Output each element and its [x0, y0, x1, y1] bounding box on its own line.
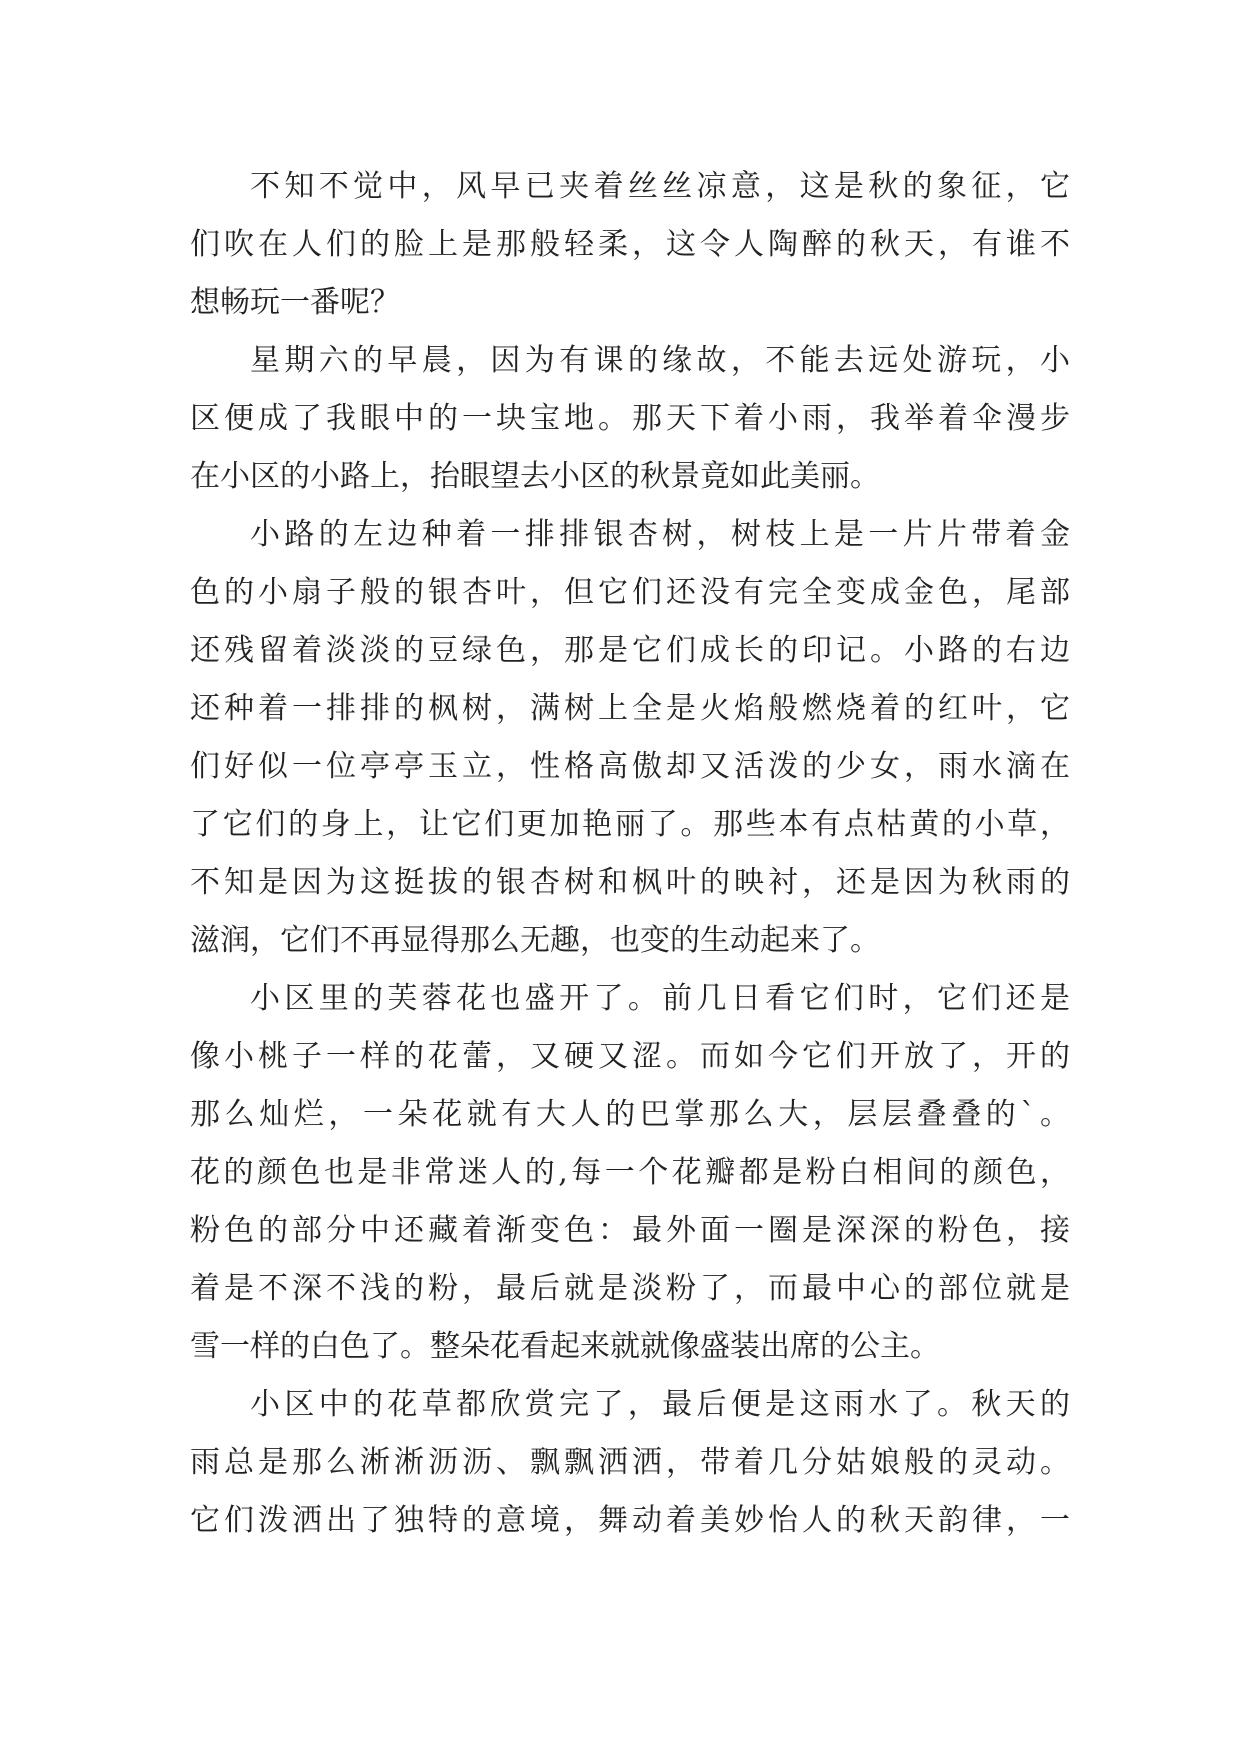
text-line: 雪一样的白色了。整朵花看起来就就像盛装出席的公主。 [190, 1329, 940, 1364]
text-line: 还种着一排排的枫树，满树上全是火焰般燃烧着的红叶，它 [190, 691, 1070, 726]
paragraph-1 [190, 158, 1070, 332]
paragraph-4 [190, 970, 1070, 1376]
text-line: 粉色的部分中还藏着渐变色：最外面一圈是深深的粉色，接 [190, 1213, 1070, 1248]
paragraph-2 [190, 332, 1070, 506]
paragraph-5 [190, 1376, 1070, 1550]
text-line: 在小区的小路上，抬眼望去小区的秋景竟如此美丽。 [190, 459, 880, 494]
text-line: 滋润，它们不再显得那么无趣，也变的生动起来了。 [190, 923, 880, 958]
text-line: 了它们的身上，让它们更加艳丽了。那些本有点枯黄的小草， [190, 807, 1070, 842]
text-line: 还残留着淡淡的豆绿色，那是它们成长的印记。小路的右边 [190, 633, 1070, 668]
text-line: 们吹在人们的脸上是那般轻柔，这令人陶醉的秋天，有谁不 [190, 227, 1070, 262]
text-line: 不知是因为这挺拔的银杏树和枫叶的映衬，还是因为秋雨的 [190, 865, 1070, 900]
text-line: 着是不深不浅的粉，最后就是淡粉了，而最中心的部位就是 [190, 1271, 1070, 1306]
text-line: 小路的左边种着一排排银杏树，树枝上是一片片带着金 [250, 517, 1070, 552]
text-line: 它们泼洒出了独特的意境，舞动着美妙怡人的秋天韵律，一 [190, 1503, 1070, 1538]
text-line: 小区里的芙蓉花也盛开了。前几日看它们时，它们还是 [250, 981, 1070, 1016]
text-line: 想畅玩一番呢？ [190, 285, 400, 320]
text-line: 小区中的花草都欣赏完了，最后便是这雨水了。秋天的 [250, 1387, 1070, 1422]
text-line: 花的颜色也是非常迷人的,每一个花瓣都是粉白相间的颜色， [190, 1155, 1070, 1190]
text-line: 色的小扇子般的银杏叶，但它们还没有完全变成金色，尾部 [190, 575, 1070, 610]
essay-body [190, 158, 1070, 1550]
text-line: 那么灿烂，一朵花就有大人的巴掌那么大，层层叠叠的`。 [190, 1097, 1070, 1132]
text-line: 星期六的早晨，因为有课的缘故，不能去远处游玩，小 [250, 343, 1070, 378]
text-line: 区便成了我眼中的一块宝地。那天下着小雨，我举着伞漫步 [190, 401, 1070, 436]
text-line: 雨总是那么淅淅沥沥、飘飘洒洒，带着几分姑娘般的灵动。 [190, 1445, 1070, 1480]
text-line: 们好似一位亭亭玉立，性格高傲却又活泼的少女，雨水滴在 [190, 749, 1070, 784]
text-line: 像小桃子一样的花蕾，又硬又涩。而如今它们开放了，开的 [190, 1039, 1070, 1074]
text-line: 不知不觉中，风早已夹着丝丝凉意，这是秋的象征，它 [250, 169, 1070, 204]
paragraph-3 [190, 506, 1070, 970]
